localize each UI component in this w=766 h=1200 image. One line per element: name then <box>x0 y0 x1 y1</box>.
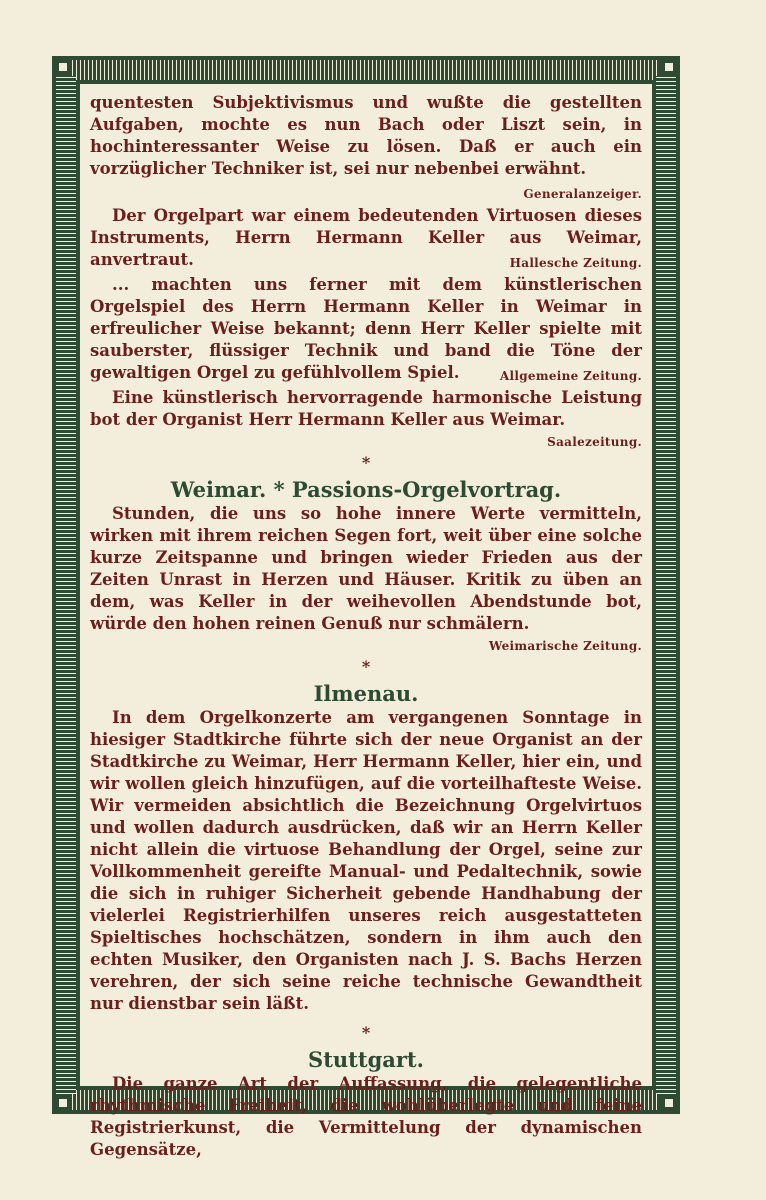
section-heading-stuttgart: Stuttgart. <box>308 1047 424 1072</box>
section-paragraph-weimar <box>90 503 642 635</box>
review-source: Allgemeine Zeitung. <box>499 369 642 383</box>
border-stripes-left <box>56 76 76 1094</box>
review-source: Saalezeitung. <box>547 435 642 449</box>
section-separator-star: * <box>361 453 371 472</box>
section-separator-star: * <box>361 657 371 676</box>
section-paragraph-stuttgart <box>90 1073 642 1161</box>
review-source: Weimarische Zeitung. <box>488 639 642 653</box>
review-source: Generalanzeiger. <box>523 187 642 201</box>
section-heading-ilmenau: Ilmenau. <box>313 681 419 706</box>
review-text: ... machten uns ferner mit dem künstlerischen Orgelspiel des Herrn Hermann Keller in Weimar in erfreulicher Weise bekannt; denn Herr Keller spielte mit sauberster, flüssiger Technik und band die Töne der gewaltigen Orgel zu gefühlvollem Spiel. <box>90 275 642 382</box>
review-text: Der Orgelpart war einem bedeutenden Virtuosen dieses Instruments, Herrn Hermann Keller aus Weimar, anvertraut. <box>90 206 642 269</box>
review-paragraph <box>90 92 642 205</box>
review-paragraph <box>90 205 642 274</box>
section-text: Die ganze Art der Auffassung, die gelegentliche rhythmische Freiheit, die wohlüberlegte und feine Registrierkunst, die Vermittelung der dynamischen Gegensätze, <box>90 1074 642 1159</box>
border-corner-ornament <box>662 1096 676 1110</box>
review-paragraph <box>90 387 642 431</box>
border-corner-ornament <box>56 1096 70 1110</box>
decorative-border-frame <box>52 56 680 1159</box>
border-corner-ornament <box>56 60 70 74</box>
text-block <box>80 84 652 1159</box>
section-text: Stunden, die uns so hohe innere Werte vermitteln, wirken mit ihrem reichen Segen fort, weit über eine solche kurze Zeitspanne und bringen wieder Frieden aus der Zeiten Unrast in Herzen und Häuser. Kritik zu üben an dem, was Keller in der weihevollen Abendstunde bot, würde den hohen reinen Genuß nur schmälern. <box>90 504 642 633</box>
section-heading-weimar: Weimar. * Passions-Orgelvortrag. <box>170 477 562 502</box>
border-corner-ornament <box>662 60 676 74</box>
section-text: In dem Orgelkonzerte am vergangenen Sonntage in hiesiger Stadtkirche führte sich der neue Organist an der Stadtkirche zu Weimar, Herr Hermann Keller, hier ein, und wir wollen gleich hinzufügen, auf die vorteilhafteste Weise. Wir vermeiden absichtlich die Bezeichnung Orgelvirtuos und wollen dadurch ausdrücken, daß wir an Herrn Keller nicht allein die virtuose Behandlung der Orgel, seine zur Vollkommenheit gereifte Manual- und Pedaltechnik, sowie die sich in ruhiger Sicherheit gebende Handhabung der vielerlei Registrierhilfen unseres reich ausgestatteten Spieltisches hochschätzen, sondern in ihm auch den echten Musiker, den Organisten nach J. S. Bachs Herzen verehren, der sich seine reiche technische Gewandtheit nur dienstbar sein läßt. <box>90 708 642 1013</box>
section-paragraph-ilmenau <box>90 707 642 1015</box>
review-text: Eine künstlerisch hervorragende harmonische Leistung bot der Organist Herr Hermann Keller aus Weimar. <box>90 388 642 429</box>
review-text: quentesten Subjektivismus und wußte die gestellten Aufgaben, mochte es nun Bach oder Liszt sein, in hochinteressanter Weise zu lösen. Daß er auch ein vorzüglicher Techniker ist, sei nur nebenbei erwähnt. <box>90 93 642 178</box>
review-source: Hallesche Zeitung. <box>509 256 642 270</box>
section-separator-star: * <box>361 1023 371 1042</box>
border-stripes-top <box>72 60 660 80</box>
review-paragraph <box>90 274 642 387</box>
border-stripes-right <box>656 76 676 1094</box>
